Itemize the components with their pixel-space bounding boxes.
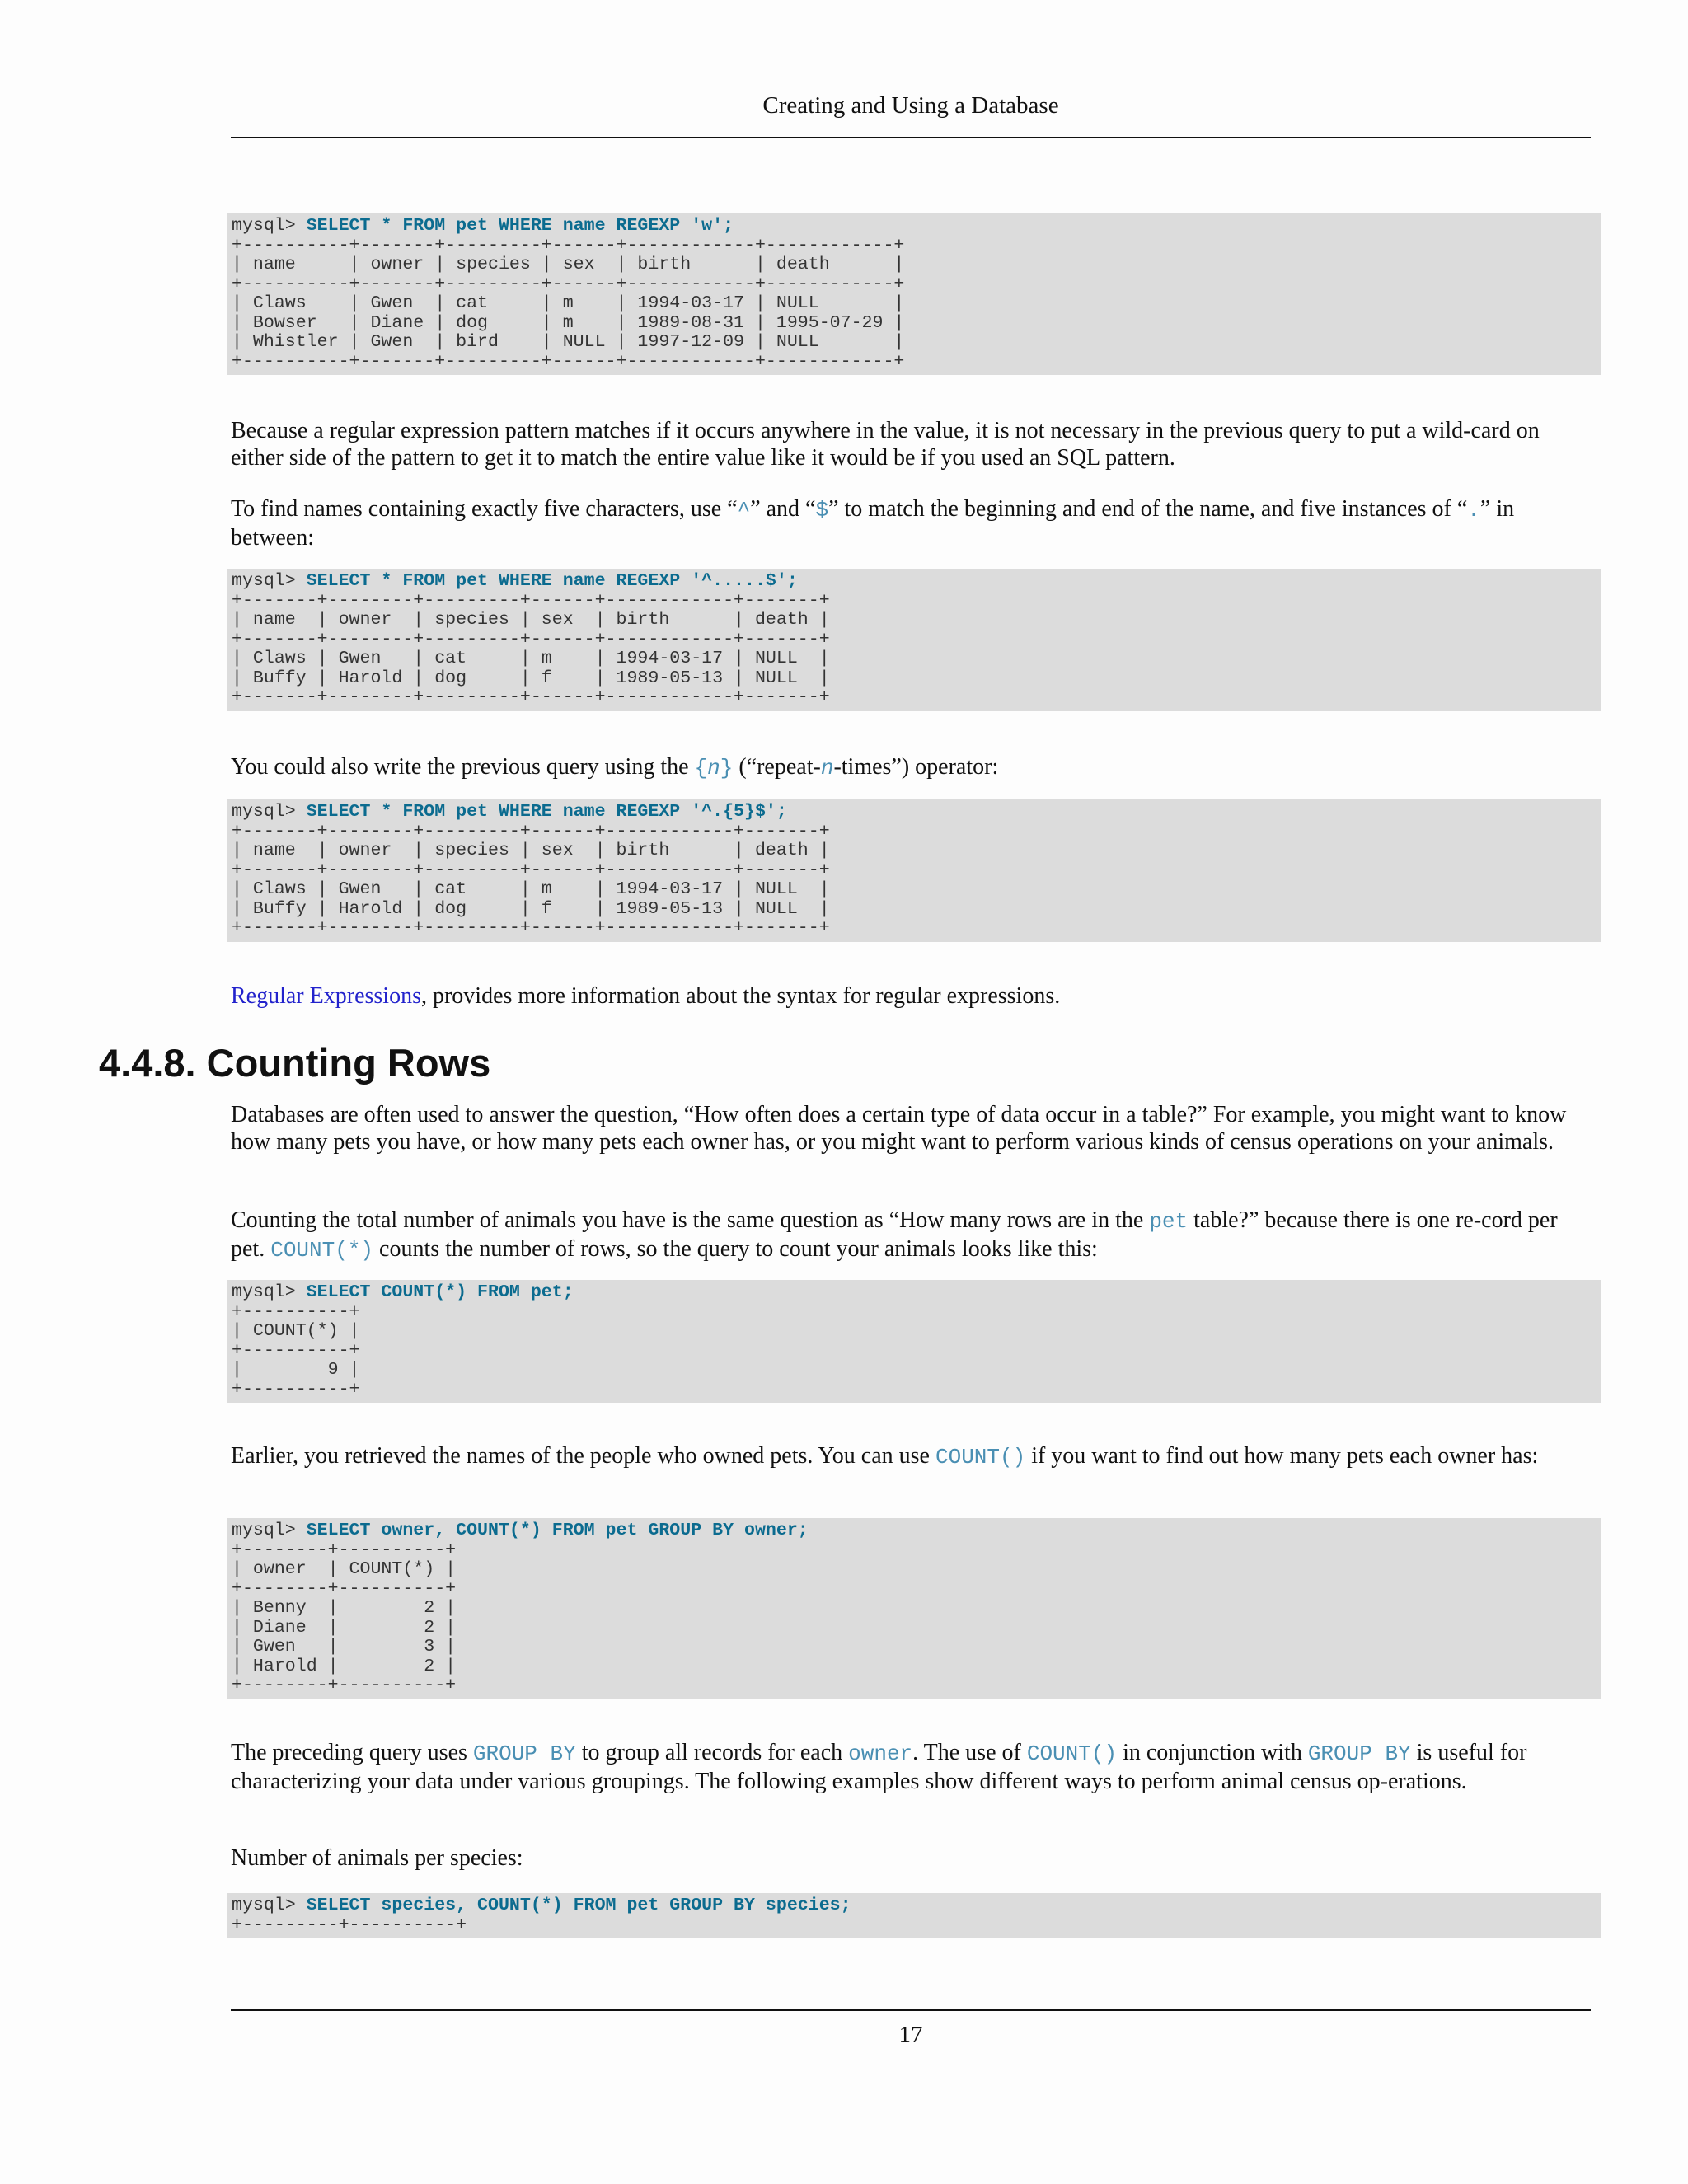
text: . The use of (912, 1740, 1027, 1765)
result-line: +----------+-------+---------+------+------------+------------+ (232, 351, 905, 372)
result-line: +---------+----------+ (232, 1915, 467, 1935)
text: ” and “ (750, 496, 816, 522)
result-line: | Gwen | 3 | (232, 1637, 457, 1657)
paragraph-five-characters (231, 495, 1591, 551)
inline-code: } (720, 756, 734, 780)
text: to group all records for each (575, 1740, 849, 1765)
text: Counting the total number of animals you have is the same question as “How many rows are in the (231, 1207, 1150, 1233)
result-line: | 9 | (232, 1360, 360, 1380)
inline-code: COUNT(*) (270, 1238, 374, 1263)
sql-command: SELECT species, COUNT(*) FROM pet GROUP BY species; (306, 1896, 851, 1915)
inline-code: COUNT() (935, 1445, 1026, 1469)
result-line: +-------+--------+---------+------+------------+-------+ (232, 629, 830, 649)
result-line: +--------+----------+ (232, 1540, 457, 1560)
result-line: | owner | COUNT(*) | (232, 1559, 457, 1579)
text: ” to match the beginning and end of the name, and five instances of “ (828, 496, 1468, 522)
sql-command: SELECT * FROM pet WHERE name REGEXP 'w'; (306, 216, 734, 236)
text: table?” because there is one re-cord per pet. (231, 1207, 1558, 1262)
paragraph-group-by (231, 1739, 1591, 1795)
mysql-prompt: mysql> (232, 1282, 307, 1302)
text: if you want to find out how many pets each owner has: (1025, 1443, 1539, 1469)
result-line: +----------+-------+---------+------+------------+------------+ (232, 274, 905, 294)
code-block-count-by-species (227, 1893, 1601, 1938)
sql-command: SELECT * FROM pet WHERE name REGEXP '^.{5}$'; (306, 802, 787, 822)
mysql-prompt: mysql> (232, 1521, 307, 1540)
inline-code: { (694, 756, 708, 780)
paragraph-count-per-owner (231, 1442, 1591, 1471)
result-line: | Diane | 2 | (232, 1617, 457, 1638)
text: (“repeat- (733, 754, 821, 780)
text: Earlier, you retrieved the names of the people who owned pets. You can use (231, 1443, 935, 1469)
paragraph-databases-question: Databases are often used to answer the question, “How often does a certain type of data occur in a table?” For example, you might want to know how many pets you have, or how many pets each owner has, or you might want to perform various kinds of census operations on your animals. (231, 1102, 1567, 1155)
text: ” in between: (231, 496, 1515, 551)
mysql-prompt: mysql> (232, 1896, 307, 1915)
result-line: | Whistler | Gwen | bird | NULL | 1997-12-09 | NULL | (232, 332, 905, 352)
inline-code: ^ (737, 498, 751, 523)
inline-code: GROUP BY (472, 1741, 576, 1766)
text: You could also write the previous query using the (231, 754, 695, 780)
mysql-prompt: mysql> (232, 216, 307, 236)
footer-rule (231, 2009, 1591, 2011)
inline-code-italic: n (820, 756, 834, 780)
result-line: | Bowser | Diane | dog | m | 1989-08-31 | 1995-07-29 | (232, 312, 905, 333)
result-line: | Benny | 2 | (232, 1598, 457, 1618)
result-line: +--------+----------+ (232, 1675, 457, 1695)
code-block-regexp-five-dots (227, 569, 1601, 711)
inline-code: owner (848, 1741, 913, 1766)
mysql-prompt: mysql> (232, 802, 307, 822)
text: is useful for characterizing your data under various groupings. The following examples show different ways to perform animal census op-erations. (231, 1740, 1527, 1794)
inline-code: . (1467, 498, 1480, 523)
result-line: +--------+----------+ (232, 1578, 457, 1599)
result-line: +-------+--------+---------+------+------------+-------+ (232, 590, 830, 611)
command-line (232, 572, 1597, 592)
inline-code: GROUP BY (1307, 1741, 1411, 1766)
code-block-count-all (227, 1280, 1601, 1403)
command-line (232, 1521, 1597, 1541)
text: counts the number of rows, so the query to count your animals looks like this: (373, 1236, 1098, 1262)
text: To find names containing exactly five characters, use “ (231, 496, 738, 522)
result-line: +----------+ (232, 1301, 360, 1322)
paragraph-wildcard: Because a regular expression pattern matches if it occurs anywhere in the value, it is not necessary in the previous query to put a wild-card on either side of the pattern to get it to match the entire value like it would be if you used an SQL pattern. (231, 418, 1540, 471)
text: -times”) operator: (833, 754, 999, 780)
result-line: | Claws | Gwen | cat | m | 1994-03-17 | NULL | (232, 649, 830, 668)
result-line: +-------+--------+---------+------+------------+-------+ (232, 687, 830, 707)
result-line: +----------+ (232, 1379, 360, 1399)
result-line: +-------+--------+---------+------+------------+-------+ (232, 860, 830, 880)
code-block-regexp-repeat (227, 799, 1601, 942)
result-line: | COUNT(*) | (232, 1321, 360, 1341)
mysql-prompt: mysql> (232, 571, 307, 591)
paragraph-regex-reference (231, 982, 1591, 1010)
page-number: 17 (898, 2022, 923, 2048)
sql-command: SELECT owner, COUNT(*) FROM pet GROUP BY owner; (306, 1521, 809, 1540)
sql-command: SELECT COUNT(*) FROM pet; (306, 1282, 574, 1302)
result-line: | Buffy | Harold | dog | f | 1989-05-13 | NULL | (232, 898, 830, 919)
inline-code: pet (1149, 1209, 1189, 1234)
regular-expressions-link[interactable]: Regular Expressions (231, 983, 421, 1009)
command-line (232, 1896, 1597, 1916)
result-line: | name | owner | species | sex | birth | death | (232, 255, 905, 274)
result-line: +-------+--------+---------+------+------------+-------+ (232, 918, 830, 938)
result-line: | Buffy | Harold | dog | f | 1989-05-13 | NULL | (232, 668, 830, 688)
code-block-regexp-w (227, 213, 1601, 375)
command-line (232, 217, 1597, 237)
result-line: +----------+ (232, 1340, 360, 1361)
section-heading: 4.4.8. Counting Rows (99, 1041, 491, 1085)
text: in conjunction with (1117, 1740, 1308, 1765)
result-line: | name | owner | species | sex | birth | death | (232, 841, 830, 860)
sql-command: SELECT * FROM pet WHERE name REGEXP '^.....$'; (306, 571, 798, 591)
result-line: +----------+-------+---------+------+------------+------------+ (232, 235, 905, 255)
paragraph-per-species: Number of animals per species: (231, 1845, 523, 1871)
inline-code: $ (815, 498, 829, 523)
text: , provides more information about the syntax for regular expressions. (420, 983, 1061, 1009)
result-line: | Claws | Gwen | cat | m | 1994-03-17 | NULL | (232, 293, 905, 313)
running-header: Creating and Using a Database (762, 92, 1059, 119)
paragraph-repeat-operator (231, 753, 1591, 782)
command-line (232, 803, 1597, 823)
paragraph-counting-total (231, 1207, 1591, 1264)
result-line: | Harold | 2 | (232, 1656, 457, 1676)
code-block-count-by-owner (227, 1518, 1601, 1699)
inline-code: COUNT() (1026, 1741, 1118, 1766)
result-line: | Claws | Gwen | cat | m | 1994-03-17 | NULL | (232, 879, 830, 899)
result-line: +-------+--------+---------+------+------------+-------+ (232, 821, 830, 841)
header-rule (231, 137, 1591, 138)
result-line: | name | owner | species | sex | birth | death | (232, 610, 830, 630)
inline-code-italic: n (707, 756, 720, 780)
text: The preceding query uses (231, 1740, 473, 1765)
command-line (232, 1283, 1597, 1303)
